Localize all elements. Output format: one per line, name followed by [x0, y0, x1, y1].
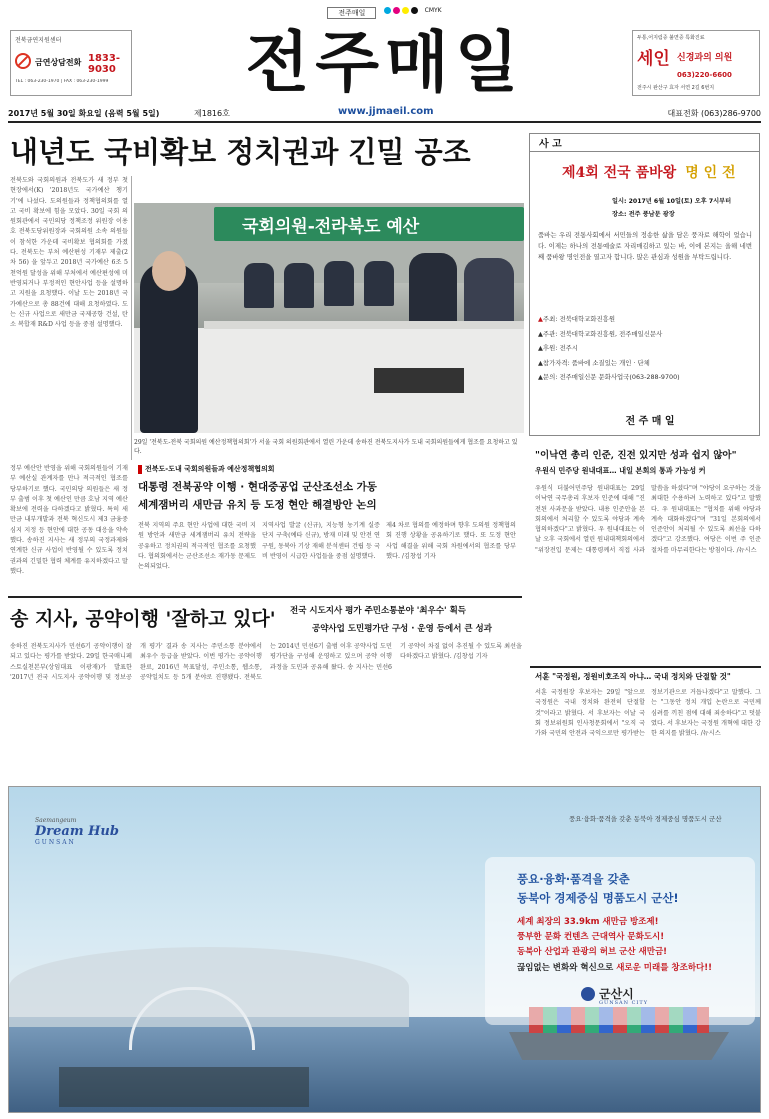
- sub-article-col3: 제4 차로 협의를 예정하며 향후 도의원 정책협의회 진행 상황을 공유하기로 했다. 또 도정 현안 사업 해결을 위해 국회 차원에서의 협조를 당부했다. /김창섭 기자: [386, 522, 516, 560]
- ad-no-smoking[interactable]: [10, 30, 132, 96]
- top-strip: [0, 0, 769, 18]
- ad-line6: 끊임없는 변화와 혁신으로 새로운 미래를 창조하다!!: [517, 963, 713, 973]
- city-emblem-icon: [581, 987, 595, 1001]
- main-article-col1-cont: 정부 예산안 반영을 위해 국회의원들이 기재부 예산실 관계자를 만나 적극적인 협조를 당부하기로 했다. 국민의당 의원들은 새 정부 출범 이후 첫 예산인 만큼 호남 지역 예산 확보에 전력을 다하겠다고 밝혔다. 특히 새만금 내부개발과 전북 혁신도시 제3 금융중심지 지정 등 현안에 대한 공동 대응을 약속했다. 송하진 지사는 새 정부의 국정과제와 연계한 신규 사업이 반영될 수 있도록 정치권과의 긴밀한 협력 체계를 유지하겠다고 말했다.: [10, 465, 128, 575]
- quote-subhead: 우원식 민주당 원내대표… 내일 본회의 통과 가능성 커: [535, 466, 706, 475]
- ad-right-top-line: 두통,어지럼증 불면증 특화진료: [637, 35, 705, 41]
- site-link[interactable]: www.jjmaeil.com: [338, 106, 434, 117]
- gunsan-city-logo: 군산시 GUNSAN CITY: [581, 985, 691, 1015]
- event-title: 제4회 전국 품바왕 명 인 전: [562, 165, 736, 181]
- third-body: 서훈 국정원장 후보자는 29일 "앞으로 국정원은 국내 정치와 완전히 단절할 것"이라고 밝혔다. 서 후보자는 이날 국회 정보위원회 인사청문회에서 "오직 국가와 국민의 안전과 국익으로만 평가받는 정보기관으로 거듭나겠다"고 말했다. 그는 "그동안 정치 개입 논란으로 국민께 심려를 끼친 점에 대해 죄송하다"고 덧붙였다. 서 후보자는 국정원 개혁에 대한 강한 의지를 밝혔다. /뉴시스: [535, 689, 761, 738]
- dateline-date: 2017년 5월 30일 화요일 (음력 5월 5일): [8, 109, 160, 118]
- ad-left-top-line: 전북금연지원센터: [15, 37, 62, 44]
- sub-article-col1: 전북 지역의 주요 현안 사업에 대한 국비 지원 방안과 새만금 세계잼버리 유치 전략을 공유하고 정치권의 적극적인 협조를 요청했다. 협의회에서는 군산조선소 재가동 문제도 논의되었다.: [138, 522, 256, 571]
- dateline-phone: 대표전화 (063)286-9700: [667, 109, 761, 118]
- sub-kicker: 전북도-도내 국회의원들과 예산정책협의회: [138, 464, 518, 476]
- masthead-rule: [8, 121, 761, 123]
- quote-body: 우원식 더불어민주당 원내대표는 29일 이낙연 국무총리 후보자 인준에 대해 "진전된 사과문을 받았다. 내용 인준안을 본회의에서 처리할 수 있도록 야당과 계속 협의하겠다"고 밝혔다. 우 원내대표는 이날 오후 국회에서 열린 원내대책회의에서 "위장전입 문제는 대통령께서 직접 사과 말씀을 하셨다"며 "야당이 요구하는 것을 최대한 수용하려 노력하고 있다"고 말했다. 우 원내대표는 "협치를 위해 야당과 계속 대화하겠다"며 "31일 본회의에서 인준안이 처리될 수 있도록 최선을 다하겠다"고 강조했다. 여당은 이번 주 인준 절차를 마무리한다는 방침이다. /뉴시스: [535, 485, 761, 554]
- second-sub-2: 공약사업 도민평가단 구성 · 운영 등에서 큰 성과: [312, 624, 492, 634]
- ad-line3: 세계 최장의 33.9km 새만금 방조제!: [517, 917, 659, 927]
- dream-hub-logo: Saemangeum Dream Hub GUNSAN: [35, 817, 119, 846]
- ad-clinic[interactable]: [632, 30, 760, 96]
- main-article-col1: 전북도와 국회의원과 전북도가 새 정부 첫 현장에서(K) '2018년도 국가예산 챙기기'에 나섰다. 도의원들과 정책협의회를 열고 국비 확보에 힘을 모았다. 30일 국회 의원회관에서 국민의당 정책조정 위원장 이용호 전북도당위원장과 국회의원 소속 의원들이 참석한 가운데 국비확보 협의회를 가졌다. 전북도는 부처 예산편성 기재부 제출(2차 56) 을 앞두고 2018년 국가예산 6조 5천억원 달성을 위해 부처에서 예산편성에 미반영되거나 부정적인 현안사업 등을 설명하고 지원을 요청했다. 이날 도는 2018년 국가예산으로 총 88건에 대해 요청하였다. 도는 신규 사업으로 새만금 국제공항 건설, 탄소 복합재 R&D 사업 등을 중점 설명했다.: [10, 177, 128, 329]
- second-headline: 송 지사, 공약이행 '잘하고 있다': [10, 608, 276, 630]
- ad-line1: 풍요·융화·품격을 갖춘: [517, 872, 630, 886]
- notice-body: 품바는 우리 전통사회에서 서민들의 정송한 삶을 담은 풍자로 해학이 었습니다. 이제는 하나의 전통예술로 자리매김하고 있는 바, 이에 본지는 올해 네번째 품바왕 명인전을 열고자 합니다. 많은 관심과 성원을 부탁드립니다.: [538, 231, 752, 261]
- quote-headline: "이낙연 총리 인준, 진전 있지만 성과 쉽지 않아": [535, 450, 737, 461]
- notice-item: ▲문의: 전주매일신문 문화사업국(063-288-9700): [538, 373, 680, 381]
- main-headline: 내년도 국비확보 정치권과 긴밀 공조: [10, 135, 471, 169]
- sub-head-2: 세계잼버리 새만금 유치 등 도정 현안 해결방안 논의: [138, 499, 377, 511]
- dateline: [8, 106, 761, 120]
- ad-right-name: 세인: [637, 49, 670, 69]
- ad-right-address: 전주시 완산구 효자 서연 2길 6번지: [637, 85, 715, 91]
- ad-line5: 동북아 산업과 관광의 허브 군산 새만금!: [517, 947, 668, 957]
- main-photo: [134, 203, 524, 433]
- section-rule: [530, 666, 761, 668]
- event-place: 장소: 전주 풍남문 광장: [612, 211, 675, 218]
- photo-caption: 29일 '전북도-전북 국회의원 예산정책협의회'가 서울 국회 의원회관에서 열린 가운데 송하진 전북도지사가 도내 국회의원들에게 협조를 요청하고 있다.: [134, 439, 518, 455]
- sub-head-1: 대통령 전북공약 이행 · 현대중공업 군산조선소 가동: [138, 481, 377, 493]
- notice-header: 사 고: [529, 133, 760, 152]
- column-divider: [131, 176, 132, 460]
- yellow-dot-icon: [402, 7, 409, 14]
- event-highlight: 명 인 전: [685, 165, 736, 181]
- dateline-issue: 제1816호: [194, 109, 230, 118]
- notice-item: ▲참가자격: 품바에 소질있는 개인 · 단체: [538, 358, 650, 367]
- ad-left-main: 금연상담전화: [35, 58, 82, 67]
- notice-signature: 전 주 매 일: [625, 416, 675, 427]
- ad-left-phone: 1833-9030: [88, 53, 120, 75]
- notice-items: [538, 312, 754, 392]
- second-article-body: 송하진 전북도지사가 민선6기 공약이행이 잘되고 있다는 평가를 받았다. 29일 한국매니페스토실천본부(상임대표 이광재)가 발표한 '2017년 전국 시도지사 공약이행 및 정보공개 평가' 결과 송 지사는 주민소통 분야에서 최우수 등급을 받았다. 이번 평가는 공약이행 완료, 2016년 목표달성, 주민소통, 웹소통, 공약일치도 등 5개 분야로 진행됐다. 전북도는 2014년 민선6기 출범 이후 공약사업 도민평가단을 구성해 운영하고 있으며 공약 이행 과정을 도민과 공유해 왔다. 송 지사는 민선6기 공약이 차질 없이 추진될 수 있도록 최선을 다하겠다고 밝혔다. /김창섭 기자: [10, 643, 522, 681]
- kicker-marker-icon: [138, 465, 142, 474]
- notice-item: ▲주관: 전북대학교화진흥원, 전주매일신문사: [538, 329, 663, 338]
- cmyk-letters: CMYK: [424, 7, 442, 14]
- black-dot-icon: [411, 7, 418, 14]
- ad-right-phone: 063)220-6600: [677, 71, 732, 79]
- no-smoking-icon: [15, 53, 31, 69]
- ad-left-bottom: TEL : 063-230-1970 | FAX : 063-230-1999: [15, 79, 109, 84]
- second-sub-1: 전국 시도지사 평가 주민소통분야 '최우수' 획득: [290, 606, 467, 616]
- notice-item: ▲주최: 전북대학교화진흥원: [538, 315, 616, 323]
- edition-label: 전주매일: [327, 7, 376, 19]
- masthead-title: 전주매일: [245, 24, 525, 101]
- photo-banner: 국회의원-전라북도 예산: [214, 207, 524, 241]
- section-rule: [8, 596, 522, 598]
- ad-tagline: 풍요·융화·품격을 갖춘 동북아 경제중심 명품도시 군산: [569, 815, 722, 823]
- cyan-dot-icon: [384, 7, 391, 14]
- ad-line2: 동북아 경제중심 명품도시 군산!: [517, 891, 679, 905]
- notice-item: ▲후원: 전주시: [538, 344, 578, 352]
- third-headline: 서훈 "국정원, 정원비호조직 아냐… 국내 정치와 단절할 것": [535, 672, 731, 681]
- event-date: 일시: 2017년 6월 10일(토) 오후 7시부터: [612, 198, 732, 205]
- magenta-dot-icon: [393, 7, 400, 14]
- ad-right-sub: 신경과의 의원: [677, 53, 733, 63]
- ad-line4: 풍부한 문화 컨텐츠 근대역사 문화도시!: [517, 932, 665, 942]
- gunsan-ad[interactable]: [8, 786, 761, 1113]
- sub-article-col2: 지역사업 발굴 (신규), 지능형 농기계 실증단지 구축(예타 신규), 방재 미래 및 안전 연구원, 동북아 기상 재해 분석센터 건립 등 국비 반영이 시급한 사업들을 중점 설명했다.: [262, 522, 380, 560]
